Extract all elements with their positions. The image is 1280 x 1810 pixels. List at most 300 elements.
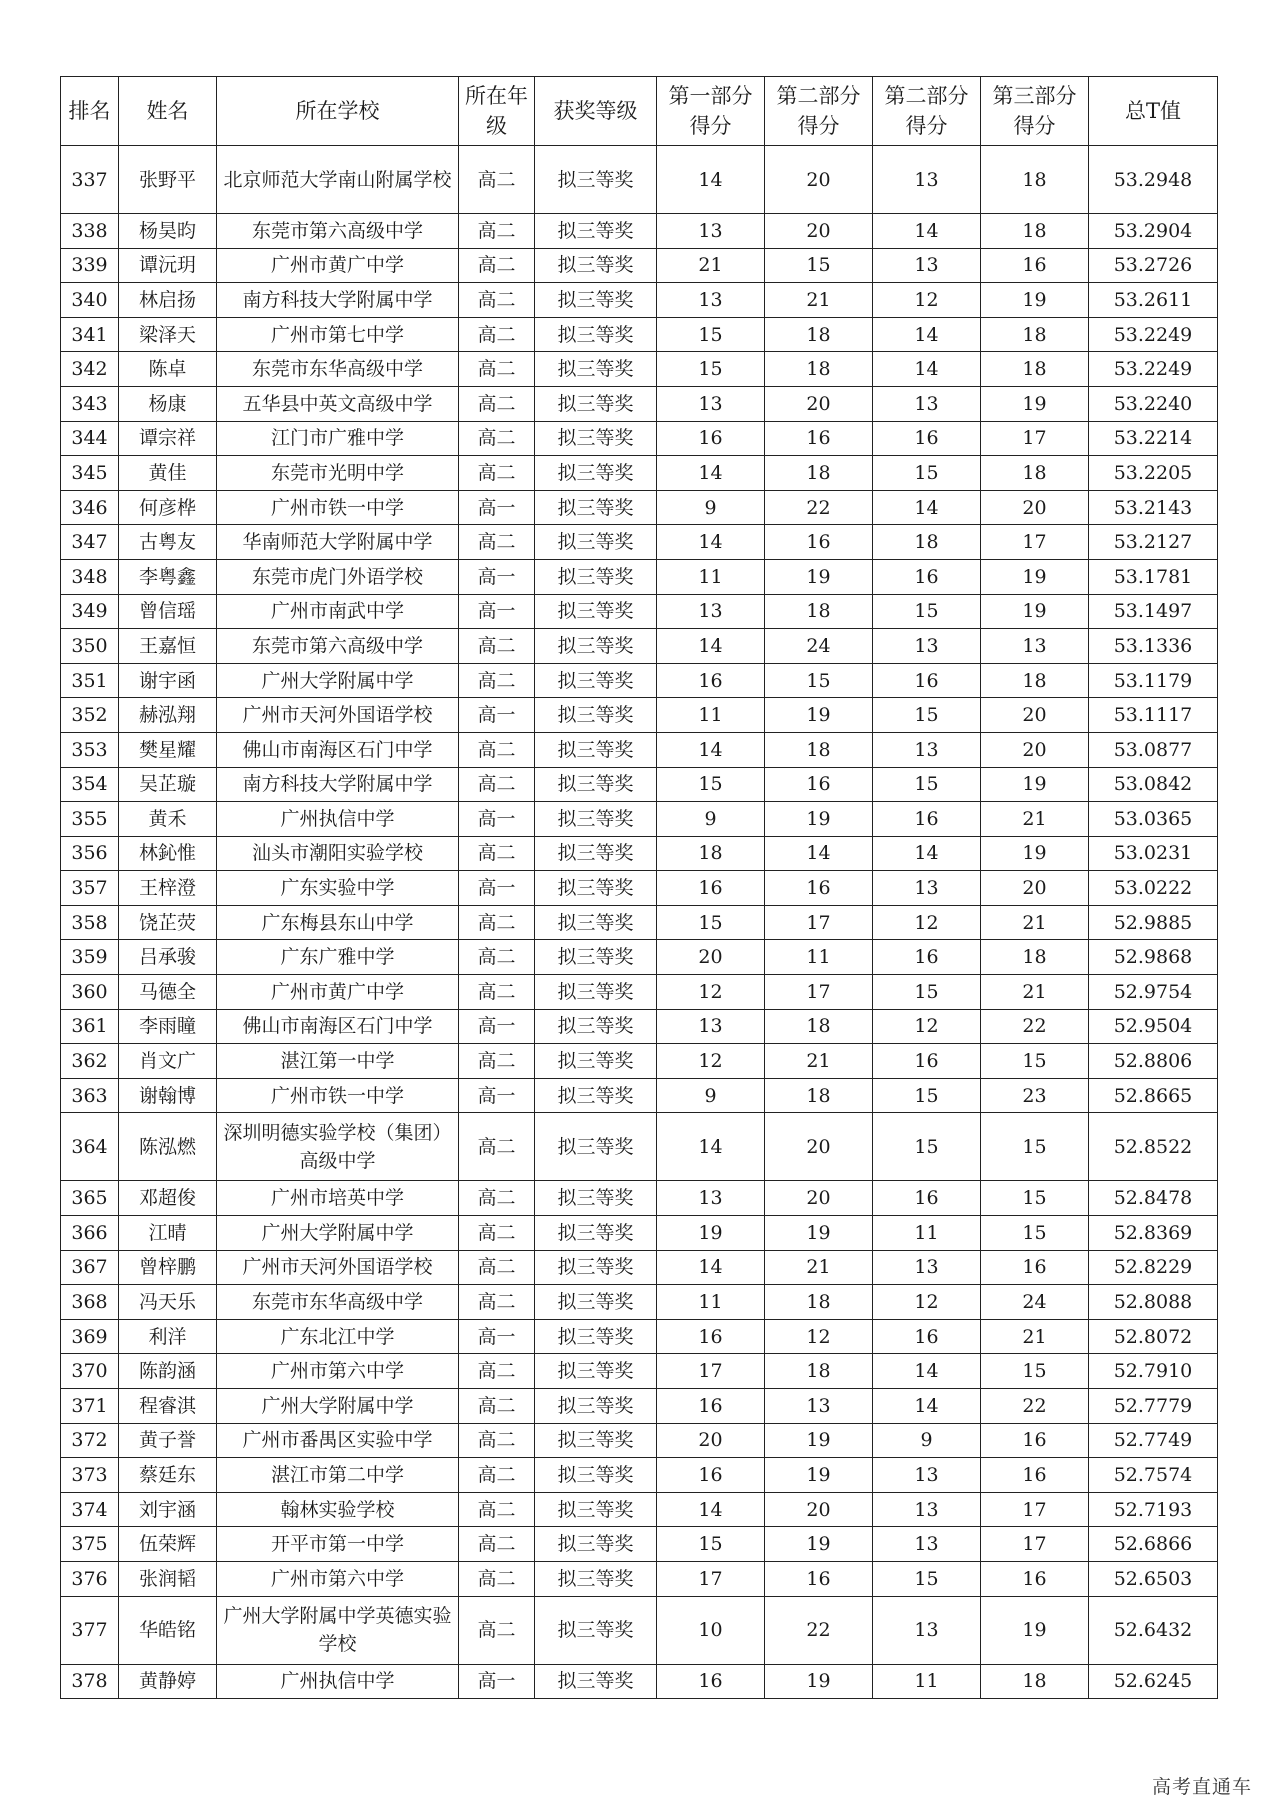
cell-grade: 高一 xyxy=(459,1319,535,1354)
cell-part2b-score: 15 xyxy=(873,975,981,1010)
cell-part3-score: 20 xyxy=(981,490,1089,525)
cell-rank: 356 xyxy=(61,836,119,871)
cell-part2b-score: 15 xyxy=(873,698,981,733)
cell-rank: 378 xyxy=(61,1664,119,1699)
cell-part2-score: 19 xyxy=(765,559,873,594)
cell-grade: 高二 xyxy=(459,1250,535,1285)
table-row xyxy=(61,1664,1218,1699)
cell-part3-score: 16 xyxy=(981,1250,1089,1285)
cell-part3-score: 18 xyxy=(981,1664,1089,1699)
cell-rank: 348 xyxy=(61,559,119,594)
cell-rank: 344 xyxy=(61,421,119,456)
cell-part2b-score: 13 xyxy=(873,871,981,906)
cell-award: 拟三等奖 xyxy=(535,1113,657,1181)
cell-part1-score: 16 xyxy=(657,1389,765,1424)
cell-name: 吴芷璇 xyxy=(119,767,217,802)
cell-name: 冯天乐 xyxy=(119,1285,217,1320)
cell-part1-score: 9 xyxy=(657,490,765,525)
cell-name: 刘宇涵 xyxy=(119,1492,217,1527)
cell-part1-score: 16 xyxy=(657,871,765,906)
cell-part2-score: 19 xyxy=(765,802,873,837)
cell-total-t: 52.7779 xyxy=(1089,1389,1218,1424)
header-name: 姓名 xyxy=(119,77,217,146)
cell-part2-score: 20 xyxy=(765,1492,873,1527)
cell-part1-score: 14 xyxy=(657,732,765,767)
cell-rank: 367 xyxy=(61,1250,119,1285)
cell-name: 邓超俊 xyxy=(119,1181,217,1216)
cell-part1-score: 16 xyxy=(657,1664,765,1699)
cell-grade: 高二 xyxy=(459,146,535,214)
cell-part2b-score: 9 xyxy=(873,1423,981,1458)
cell-grade: 高二 xyxy=(459,1423,535,1458)
cell-award: 拟三等奖 xyxy=(535,248,657,283)
cell-part2b-score: 15 xyxy=(873,1561,981,1596)
cell-part1-score: 13 xyxy=(657,594,765,629)
table-row xyxy=(61,352,1218,387)
cell-part1-score: 12 xyxy=(657,1044,765,1079)
cell-grade: 高二 xyxy=(459,456,535,491)
cell-grade: 高二 xyxy=(459,525,535,560)
cell-part2-score: 18 xyxy=(765,1285,873,1320)
cell-grade: 高二 xyxy=(459,975,535,1010)
cell-name: 赫泓翔 xyxy=(119,698,217,733)
cell-grade: 高一 xyxy=(459,698,535,733)
cell-part2b-score: 12 xyxy=(873,283,981,318)
cell-rank: 376 xyxy=(61,1561,119,1596)
table-row xyxy=(61,905,1218,940)
table-row xyxy=(61,283,1218,318)
header-part2: 第二部分得分 xyxy=(765,77,873,146)
cell-grade: 高二 xyxy=(459,732,535,767)
cell-part2-score: 14 xyxy=(765,836,873,871)
table-row xyxy=(61,1078,1218,1113)
cell-part2b-score: 13 xyxy=(873,146,981,214)
cell-part2b-score: 15 xyxy=(873,1078,981,1113)
cell-part2-score: 21 xyxy=(765,1250,873,1285)
table-row xyxy=(61,1181,1218,1216)
cell-total-t: 53.1781 xyxy=(1089,559,1218,594)
cell-part3-score: 18 xyxy=(981,456,1089,491)
table-row xyxy=(61,525,1218,560)
cell-part2-score: 16 xyxy=(765,767,873,802)
cell-rank: 349 xyxy=(61,594,119,629)
cell-grade: 高一 xyxy=(459,490,535,525)
table-row xyxy=(61,698,1218,733)
cell-grade: 高二 xyxy=(459,1527,535,1562)
cell-rank: 346 xyxy=(61,490,119,525)
table-row xyxy=(61,559,1218,594)
cell-grade: 高二 xyxy=(459,421,535,456)
cell-part2b-score: 14 xyxy=(873,352,981,387)
cell-total-t: 52.9754 xyxy=(1089,975,1218,1010)
cell-total-t: 52.8072 xyxy=(1089,1319,1218,1354)
cell-part3-score: 21 xyxy=(981,1319,1089,1354)
cell-total-t: 53.2611 xyxy=(1089,283,1218,318)
cell-part1-score: 11 xyxy=(657,559,765,594)
cell-rank: 338 xyxy=(61,214,119,249)
cell-name: 张润韬 xyxy=(119,1561,217,1596)
cell-award: 拟三等奖 xyxy=(535,1319,657,1354)
cell-award: 拟三等奖 xyxy=(535,905,657,940)
cell-part3-score: 18 xyxy=(981,663,1089,698)
cell-part2b-score: 16 xyxy=(873,421,981,456)
cell-part3-score: 19 xyxy=(981,283,1089,318)
table-row xyxy=(61,317,1218,352)
cell-rank: 366 xyxy=(61,1216,119,1251)
cell-name: 马德全 xyxy=(119,975,217,1010)
cell-part3-score: 15 xyxy=(981,1044,1089,1079)
cell-name: 古粤友 xyxy=(119,525,217,560)
cell-part2-score: 16 xyxy=(765,1561,873,1596)
cell-part2-score: 22 xyxy=(765,1596,873,1664)
cell-part2-score: 11 xyxy=(765,940,873,975)
table-row xyxy=(61,146,1218,214)
cell-name: 曾信瑶 xyxy=(119,594,217,629)
cell-rank: 342 xyxy=(61,352,119,387)
cell-part1-score: 15 xyxy=(657,352,765,387)
cell-award: 拟三等奖 xyxy=(535,732,657,767)
cell-total-t: 53.0222 xyxy=(1089,871,1218,906)
cell-school: 广州市第六中学 xyxy=(217,1561,459,1596)
cell-part1-score: 13 xyxy=(657,1181,765,1216)
table-body xyxy=(61,146,1218,1699)
cell-total-t: 52.9868 xyxy=(1089,940,1218,975)
cell-grade: 高二 xyxy=(459,1389,535,1424)
cell-part2-score: 18 xyxy=(765,1078,873,1113)
cell-part3-score: 22 xyxy=(981,1389,1089,1424)
cell-part2b-score: 11 xyxy=(873,1216,981,1251)
cell-part2b-score: 16 xyxy=(873,1044,981,1079)
cell-school: 华南师范大学附属中学 xyxy=(217,525,459,560)
cell-part3-score: 17 xyxy=(981,1527,1089,1562)
cell-total-t: 52.9885 xyxy=(1089,905,1218,940)
cell-school: 东莞市虎门外语学校 xyxy=(217,559,459,594)
cell-award: 拟三等奖 xyxy=(535,317,657,352)
cell-grade: 高二 xyxy=(459,248,535,283)
cell-part2b-score: 13 xyxy=(873,629,981,664)
cell-grade: 高一 xyxy=(459,871,535,906)
cell-rank: 343 xyxy=(61,386,119,421)
cell-part3-score: 22 xyxy=(981,1009,1089,1044)
cell-part3-score: 23 xyxy=(981,1078,1089,1113)
cell-school: 五华县中英文高级中学 xyxy=(217,386,459,421)
cell-award: 拟三等奖 xyxy=(535,1181,657,1216)
cell-rank: 359 xyxy=(61,940,119,975)
cell-award: 拟三等奖 xyxy=(535,1216,657,1251)
cell-grade: 高二 xyxy=(459,1044,535,1079)
cell-award: 拟三等奖 xyxy=(535,525,657,560)
cell-school: 北京师范大学南山附属学校 xyxy=(217,146,459,214)
cell-rank: 361 xyxy=(61,1009,119,1044)
cell-total-t: 52.9504 xyxy=(1089,1009,1218,1044)
table-row xyxy=(61,1113,1218,1181)
cell-total-t: 52.7574 xyxy=(1089,1458,1218,1493)
cell-award: 拟三等奖 xyxy=(535,1354,657,1389)
cell-name: 李雨瞳 xyxy=(119,1009,217,1044)
cell-part2-score: 18 xyxy=(765,594,873,629)
cell-name: 杨康 xyxy=(119,386,217,421)
cell-rank: 339 xyxy=(61,248,119,283)
cell-award: 拟三等奖 xyxy=(535,559,657,594)
cell-rank: 371 xyxy=(61,1389,119,1424)
cell-rank: 340 xyxy=(61,283,119,318)
cell-part2-score: 18 xyxy=(765,317,873,352)
cell-total-t: 52.8522 xyxy=(1089,1113,1218,1181)
cell-award: 拟三等奖 xyxy=(535,1285,657,1320)
cell-total-t: 52.8229 xyxy=(1089,1250,1218,1285)
cell-part1-score: 13 xyxy=(657,1009,765,1044)
cell-part2-score: 17 xyxy=(765,975,873,1010)
table-row xyxy=(61,1423,1218,1458)
cell-part2b-score: 11 xyxy=(873,1664,981,1699)
cell-school: 广州执信中学 xyxy=(217,1664,459,1699)
cell-part2-score: 18 xyxy=(765,456,873,491)
cell-rank: 360 xyxy=(61,975,119,1010)
cell-school: 南方科技大学附属中学 xyxy=(217,767,459,802)
cell-part1-score: 13 xyxy=(657,386,765,421)
cell-award: 拟三等奖 xyxy=(535,629,657,664)
table-row xyxy=(61,1285,1218,1320)
cell-part2b-score: 16 xyxy=(873,802,981,837)
cell-total-t: 52.7749 xyxy=(1089,1423,1218,1458)
cell-school: 广州市铁一中学 xyxy=(217,1078,459,1113)
cell-grade: 高二 xyxy=(459,1181,535,1216)
cell-grade: 高二 xyxy=(459,1354,535,1389)
cell-part1-score: 21 xyxy=(657,248,765,283)
cell-name: 林启扬 xyxy=(119,283,217,318)
cell-part2-score: 13 xyxy=(765,1389,873,1424)
cell-part2b-score: 15 xyxy=(873,594,981,629)
cell-grade: 高一 xyxy=(459,1009,535,1044)
cell-grade: 高二 xyxy=(459,836,535,871)
cell-school: 东莞市第六高级中学 xyxy=(217,214,459,249)
cell-grade: 高二 xyxy=(459,629,535,664)
cell-school: 广州大学附属中学英德实验学校 xyxy=(217,1596,459,1664)
cell-school: 广州市黄广中学 xyxy=(217,975,459,1010)
cell-part1-score: 9 xyxy=(657,802,765,837)
header-school: 所在学校 xyxy=(217,77,459,146)
cell-part1-score: 14 xyxy=(657,1492,765,1527)
table-row xyxy=(61,1319,1218,1354)
header-part2b: 第二部分得分 xyxy=(873,77,981,146)
cell-part2b-score: 13 xyxy=(873,248,981,283)
cell-name: 谢翰博 xyxy=(119,1078,217,1113)
cell-total-t: 52.6245 xyxy=(1089,1664,1218,1699)
cell-award: 拟三等奖 xyxy=(535,352,657,387)
cell-total-t: 52.8665 xyxy=(1089,1078,1218,1113)
cell-part2-score: 20 xyxy=(765,1181,873,1216)
cell-total-t: 53.2249 xyxy=(1089,352,1218,387)
cell-school: 广州市培英中学 xyxy=(217,1181,459,1216)
cell-part2-score: 20 xyxy=(765,1113,873,1181)
cell-part1-score: 13 xyxy=(657,283,765,318)
cell-part3-score: 18 xyxy=(981,940,1089,975)
cell-name: 程睿淇 xyxy=(119,1389,217,1424)
cell-award: 拟三等奖 xyxy=(535,283,657,318)
table-row xyxy=(61,975,1218,1010)
cell-name: 黄禾 xyxy=(119,802,217,837)
cell-rank: 353 xyxy=(61,732,119,767)
cell-part1-score: 16 xyxy=(657,1458,765,1493)
cell-name: 饶芷荧 xyxy=(119,905,217,940)
cell-grade: 高二 xyxy=(459,1458,535,1493)
cell-grade: 高二 xyxy=(459,940,535,975)
cell-award: 拟三等奖 xyxy=(535,940,657,975)
cell-grade: 高二 xyxy=(459,1113,535,1181)
cell-award: 拟三等奖 xyxy=(535,214,657,249)
cell-award: 拟三等奖 xyxy=(535,1078,657,1113)
cell-part3-score: 24 xyxy=(981,1285,1089,1320)
cell-award: 拟三等奖 xyxy=(535,490,657,525)
cell-part2b-score: 14 xyxy=(873,317,981,352)
cell-part3-score: 19 xyxy=(981,594,1089,629)
cell-grade: 高二 xyxy=(459,386,535,421)
cell-part3-score: 18 xyxy=(981,352,1089,387)
cell-part1-score: 17 xyxy=(657,1354,765,1389)
cell-part3-score: 21 xyxy=(981,905,1089,940)
cell-part2-score: 19 xyxy=(765,1664,873,1699)
cell-total-t: 52.7193 xyxy=(1089,1492,1218,1527)
cell-name: 蔡廷东 xyxy=(119,1458,217,1493)
table-row xyxy=(61,1009,1218,1044)
cell-grade: 高二 xyxy=(459,663,535,698)
table-row xyxy=(61,594,1218,629)
cell-school: 东莞市东华高级中学 xyxy=(217,352,459,387)
cell-part1-score: 14 xyxy=(657,456,765,491)
cell-school: 广州市天河外国语学校 xyxy=(217,1250,459,1285)
cell-part3-score: 18 xyxy=(981,146,1089,214)
cell-total-t: 53.2214 xyxy=(1089,421,1218,456)
cell-part2-score: 12 xyxy=(765,1319,873,1354)
cell-grade: 高二 xyxy=(459,905,535,940)
cell-total-t: 53.1497 xyxy=(1089,594,1218,629)
cell-school: 广州执信中学 xyxy=(217,802,459,837)
cell-name: 黄佳 xyxy=(119,456,217,491)
cell-part2b-score: 16 xyxy=(873,1319,981,1354)
cell-part2-score: 21 xyxy=(765,1044,873,1079)
cell-part2b-score: 15 xyxy=(873,1113,981,1181)
cell-total-t: 53.2205 xyxy=(1089,456,1218,491)
cell-school: 广州大学附属中学 xyxy=(217,1216,459,1251)
cell-name: 张野平 xyxy=(119,146,217,214)
cell-part1-score: 18 xyxy=(657,836,765,871)
cell-award: 拟三等奖 xyxy=(535,386,657,421)
cell-school: 广东北江中学 xyxy=(217,1319,459,1354)
cell-rank: 374 xyxy=(61,1492,119,1527)
cell-total-t: 53.0365 xyxy=(1089,802,1218,837)
cell-school: 广州市黄广中学 xyxy=(217,248,459,283)
cell-total-t: 52.8088 xyxy=(1089,1285,1218,1320)
cell-part3-score: 15 xyxy=(981,1181,1089,1216)
cell-part1-score: 9 xyxy=(657,1078,765,1113)
cell-part2-score: 24 xyxy=(765,629,873,664)
cell-rank: 377 xyxy=(61,1596,119,1664)
cell-grade: 高二 xyxy=(459,352,535,387)
cell-part1-score: 11 xyxy=(657,1285,765,1320)
cell-grade: 高二 xyxy=(459,214,535,249)
cell-part1-score: 14 xyxy=(657,1113,765,1181)
cell-school: 广州大学附属中学 xyxy=(217,663,459,698)
cell-part1-score: 15 xyxy=(657,1527,765,1562)
table-row xyxy=(61,629,1218,664)
cell-part2-score: 19 xyxy=(765,1458,873,1493)
cell-total-t: 52.6432 xyxy=(1089,1596,1218,1664)
cell-school: 东莞市光明中学 xyxy=(217,456,459,491)
cell-award: 拟三等奖 xyxy=(535,1458,657,1493)
cell-part2-score: 20 xyxy=(765,146,873,214)
cell-grade: 高二 xyxy=(459,1285,535,1320)
cell-part2b-score: 15 xyxy=(873,456,981,491)
cell-award: 拟三等奖 xyxy=(535,1423,657,1458)
cell-total-t: 53.2948 xyxy=(1089,146,1218,214)
cell-part2b-score: 18 xyxy=(873,525,981,560)
cell-total-t: 53.0842 xyxy=(1089,767,1218,802)
table-row xyxy=(61,802,1218,837)
cell-rank: 341 xyxy=(61,317,119,352)
cell-school: 南方科技大学附属中学 xyxy=(217,283,459,318)
cell-part3-score: 17 xyxy=(981,1492,1089,1527)
cell-part3-score: 20 xyxy=(981,698,1089,733)
table-row xyxy=(61,1596,1218,1664)
cell-part3-score: 19 xyxy=(981,386,1089,421)
cell-award: 拟三等奖 xyxy=(535,1250,657,1285)
cell-name: 谭沅玥 xyxy=(119,248,217,283)
cell-name: 李粤鑫 xyxy=(119,559,217,594)
cell-rank: 368 xyxy=(61,1285,119,1320)
cell-award: 拟三等奖 xyxy=(535,1596,657,1664)
cell-part3-score: 13 xyxy=(981,629,1089,664)
cell-rank: 362 xyxy=(61,1044,119,1079)
cell-part1-score: 11 xyxy=(657,698,765,733)
table-row xyxy=(61,248,1218,283)
cell-part2b-score: 14 xyxy=(873,836,981,871)
cell-school: 翰林实验学校 xyxy=(217,1492,459,1527)
watermark: 高考直通车 xyxy=(1151,1776,1252,1798)
cell-name: 陈卓 xyxy=(119,352,217,387)
cell-name: 谢宇函 xyxy=(119,663,217,698)
cell-part3-score: 17 xyxy=(981,421,1089,456)
table-row xyxy=(61,386,1218,421)
cell-part2b-score: 15 xyxy=(873,767,981,802)
cell-rank: 345 xyxy=(61,456,119,491)
cell-award: 拟三等奖 xyxy=(535,802,657,837)
cell-school: 广州市天河外国语学校 xyxy=(217,698,459,733)
cell-award: 拟三等奖 xyxy=(535,146,657,214)
cell-part1-score: 16 xyxy=(657,421,765,456)
cell-part3-score: 18 xyxy=(981,317,1089,352)
cell-part2b-score: 14 xyxy=(873,1389,981,1424)
cell-name: 利洋 xyxy=(119,1319,217,1354)
cell-name: 王嘉恒 xyxy=(119,629,217,664)
cell-part1-score: 16 xyxy=(657,663,765,698)
cell-part2b-score: 14 xyxy=(873,490,981,525)
cell-award: 拟三等奖 xyxy=(535,975,657,1010)
cell-rank: 364 xyxy=(61,1113,119,1181)
cell-grade: 高二 xyxy=(459,283,535,318)
cell-award: 拟三等奖 xyxy=(535,1492,657,1527)
cell-name: 王梓澄 xyxy=(119,871,217,906)
cell-part1-score: 12 xyxy=(657,975,765,1010)
cell-grade: 高一 xyxy=(459,559,535,594)
cell-grade: 高二 xyxy=(459,1216,535,1251)
cell-name: 黄静婷 xyxy=(119,1664,217,1699)
cell-part1-score: 17 xyxy=(657,1561,765,1596)
cell-grade: 高二 xyxy=(459,767,535,802)
cell-total-t: 53.2726 xyxy=(1089,248,1218,283)
cell-name: 曾梓鹏 xyxy=(119,1250,217,1285)
cell-name: 陈泓燃 xyxy=(119,1113,217,1181)
cell-total-t: 53.0231 xyxy=(1089,836,1218,871)
